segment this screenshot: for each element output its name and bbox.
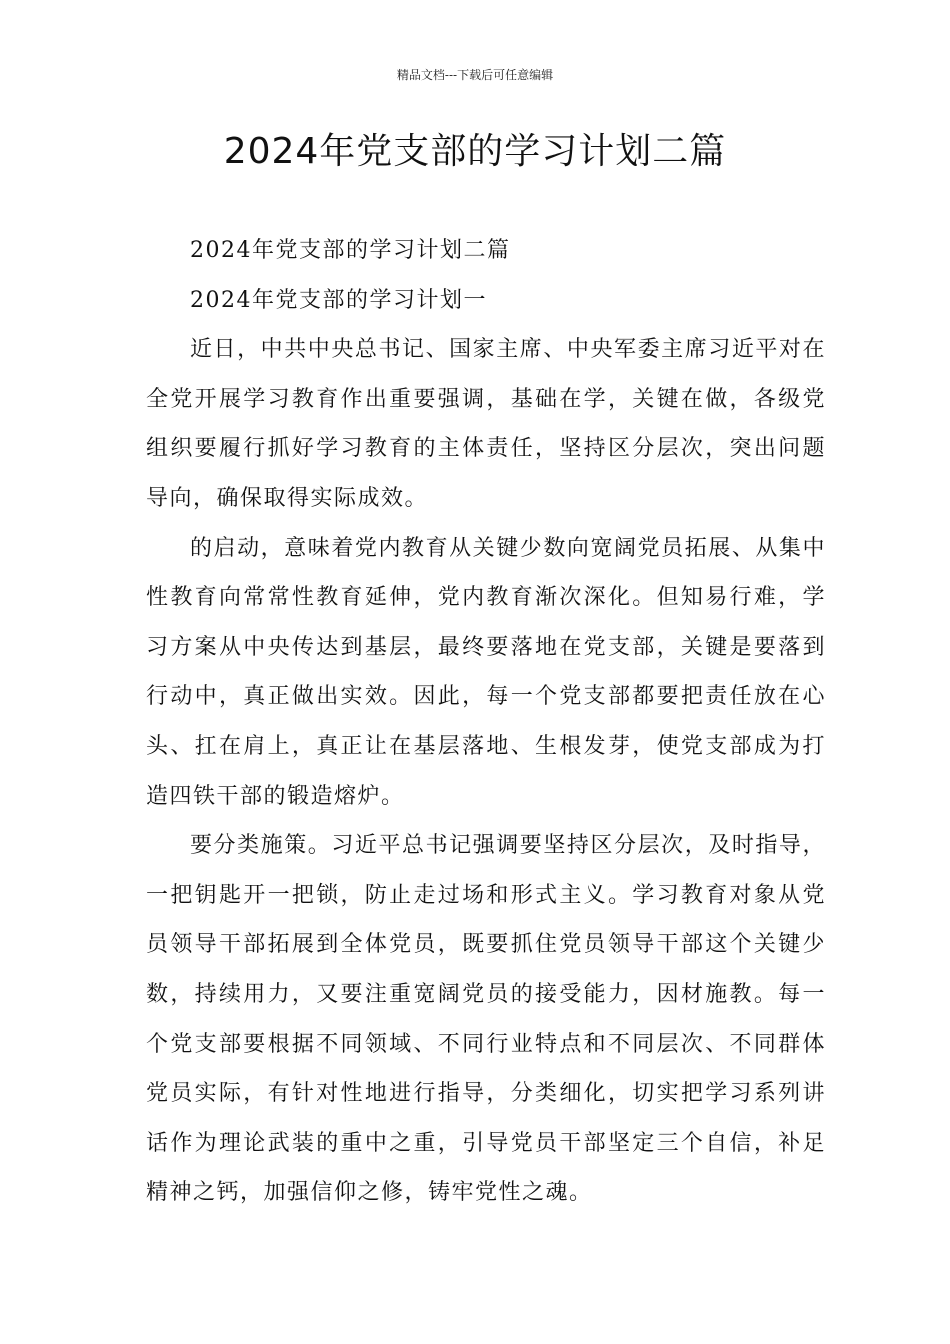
document-body (146, 226, 826, 1218)
paragraph-subtitle: 2024年党支部的学习计划二篇 (190, 238, 511, 263)
paragraph: 的启动，意味着党内教育从关键少数向宽阔党员拓展、从集中性教育向常常性教育延伸，党内教育渐次深化。但知易行难，学习方案从中央传达到基层，最终要落地在党支部，关键是要落到行动中，真正做出实效。因此，每一个党支部都要把责任放在心头、扛在肩上，真正让在基层落地、生根发芽，使党支部成为打造四铁干部的锻造熔炉。 (146, 535, 826, 809)
paragraph: 要分类施策。习近平总书记强调要坚持区分层次，及时指导，一把钥匙开一把锁，防止走过场和形式主义。学习教育对象从党员领导干部拓展到全体党员，既要抓住党员领导干部这个关键少数，持续用力，又要注重宽阔党员的接受能力，因材施教。每一个党支部要根据不同领域、不同行业特点和不同层次、不同群体党员实际，有针对性地进行指导，分类细化，切实把学习系列讲话作为理论武装的重中之重，引导党员干部坚定三个自信，补足精神之钙，加强信仰之修，铸牢党性之魂。 (146, 833, 826, 1206)
header-note: 精品文档---下载后可任意编辑 (396, 68, 554, 82)
paragraph: 近日，中共中央总书记、国家主席、中央军委主席习近平对在全党开展学习教育作出重要强调，基础在学，关键在做，各级党组织要履行抓好学习教育的主体责任，坚持区分层次，突出问题导向，确保取得实际成效。 (146, 337, 826, 511)
paragraph-section-heading: 2024年党支部的学习计划一 (190, 287, 487, 313)
document-title: 2024年党支部的学习计划二篇 (223, 131, 727, 172)
